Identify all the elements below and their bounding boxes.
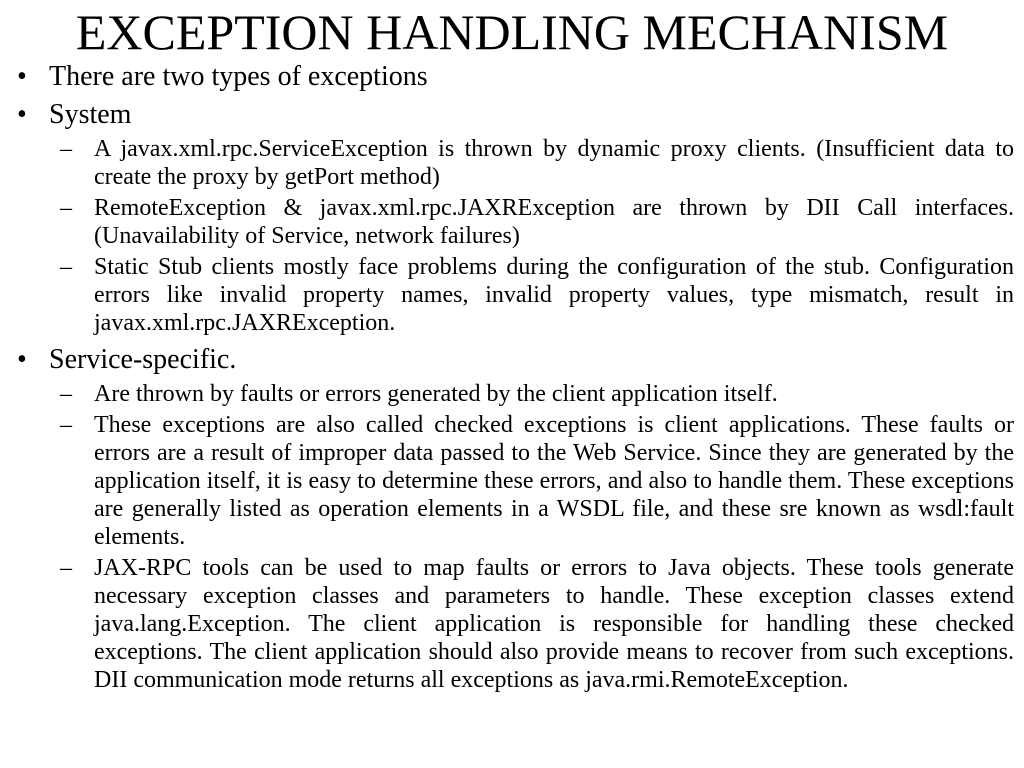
- sub-list-item-text: Static Stub clients mostly face problems during the configuration of the stub. Configuration errors like invalid property names, invalid property values, type mismatch, result in javax.xml.rpc.JAXRException.: [94, 254, 1014, 336]
- list-item: [0, 343, 1024, 377]
- dash-icon: –: [60, 381, 72, 407]
- list-item: [0, 60, 1024, 94]
- sub-list-item: [0, 194, 1024, 250]
- sub-list-item-text: RemoteException & javax.xml.rpc.JAXRException are thrown by DII Call interfaces. (Unavailability of Service, network failures): [94, 195, 1014, 249]
- slide-content: [0, 56, 1024, 694]
- slide-title: EXCEPTION HANDLING MECHANISM: [75, 4, 949, 60]
- bullet-icon: •: [17, 99, 27, 130]
- bullet-icon: •: [17, 344, 27, 375]
- sub-list-item-text: A javax.xml.rpc.ServiceException is thrown by dynamic proxy clients. (Insufficient data to create the proxy by getPort method): [94, 136, 1014, 190]
- sub-list-item: [0, 554, 1024, 694]
- dash-icon: –: [60, 555, 72, 581]
- dash-icon: –: [60, 136, 72, 162]
- sub-list-item-text: JAX-RPC tools can be used to map faults or errors to Java objects. These tools generate necessary exception classes and parameters to handle. These exception classes extend java.lang.Exception. The client application is responsible for handling these checked exceptions. The client application should also provide means to recover from such exceptions. DII communication mode returns all exceptions as java.rmi.RemoteException.: [94, 555, 1014, 693]
- dash-icon: –: [60, 195, 72, 221]
- dash-icon: –: [60, 254, 72, 280]
- sub-list-item-text: These exceptions are also called checked exceptions is client applications. These faults or errors are a result of improper data passed to the Web Service. Since they are generated by the application itself, it is easy to determine these errors, and also to handle them. These exceptions are generally listed as operation elements in a WSDL file, and these sre known as wsdl:fault elements.: [94, 412, 1014, 550]
- list-item: [0, 98, 1024, 132]
- dash-icon: –: [60, 412, 72, 438]
- list-item-text: Service-specific.: [49, 344, 237, 375]
- sub-list-item: [0, 380, 1024, 408]
- bullet-icon: •: [17, 61, 27, 92]
- list-item-text: There are two types of exceptions: [49, 61, 428, 92]
- sub-list-item: [0, 411, 1024, 551]
- sub-list-item: [0, 253, 1024, 337]
- sub-list-item: [0, 135, 1024, 191]
- sub-list-item-text: Are thrown by faults or errors generated by the client application itself.: [94, 381, 778, 407]
- list-item-text: System: [49, 99, 132, 130]
